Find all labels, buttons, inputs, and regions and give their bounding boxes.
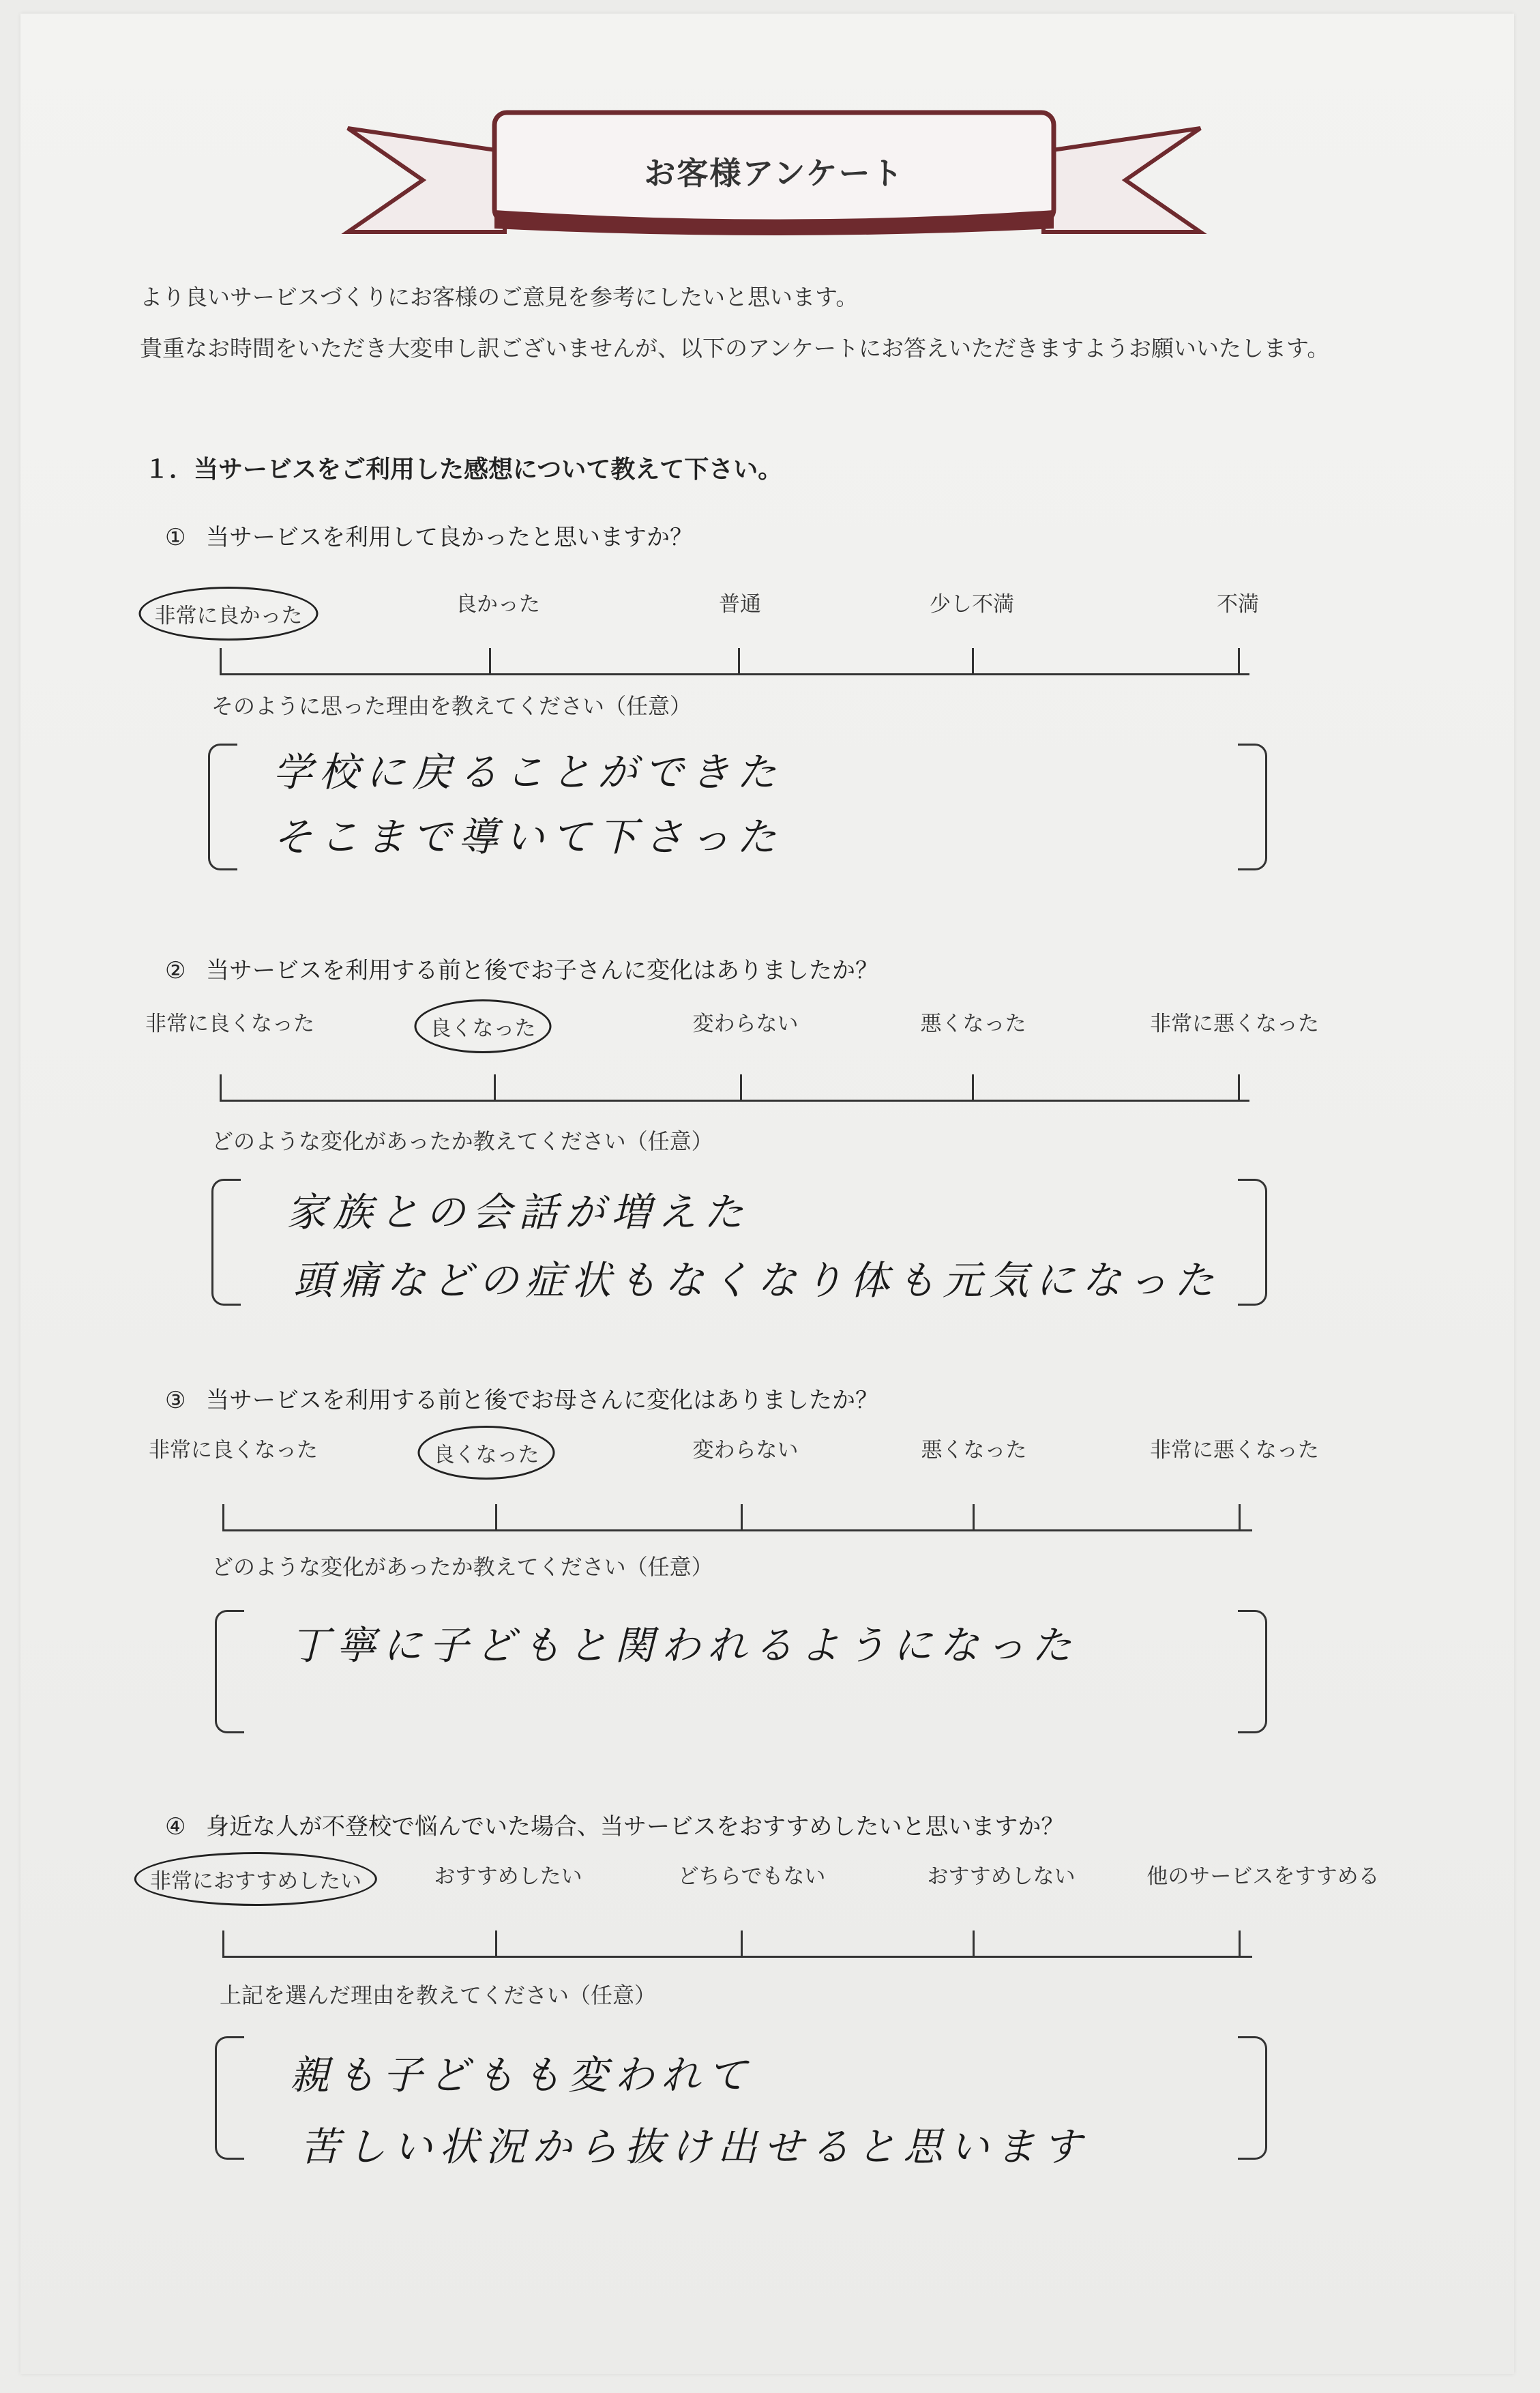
- q1-rating-scale: [220, 648, 1249, 675]
- q1-reason-prompt: そのように思った理由を教えてください（任意）: [211, 693, 692, 719]
- q1-bracket-right: [1238, 744, 1267, 870]
- question-2-text: 当サービスを利用する前と後でお子さんに変化はありましたか？: [206, 957, 878, 984]
- q2-bracket-right: [1238, 1179, 1267, 1306]
- q1-option-good[interactable]: 良かった: [456, 592, 540, 617]
- q3-option-no-change[interactable]: 変わらない: [692, 1438, 799, 1463]
- q2-option-better-selected[interactable]: 良くなった: [415, 999, 552, 1053]
- question-3: [165, 1381, 878, 1415]
- q4-option-not-recommend[interactable]: おすすめしない: [927, 1864, 1076, 1889]
- q4-reason-prompt: 上記を選んだ理由を教えてください（任意）: [220, 1982, 657, 2008]
- q4-answer-line-2[interactable]: 苦しい状況から抜け出せると思います: [300, 2124, 1089, 2170]
- q1-option-dissatisfied[interactable]: 不満: [1217, 592, 1259, 617]
- q2-option-much-worse[interactable]: 非常に悪くなった: [1150, 1012, 1319, 1036]
- q4-bracket-left: [215, 2036, 244, 2160]
- question-1-number: ①: [165, 524, 186, 551]
- q1-option-slightly-dissatisfied[interactable]: 少し不満: [930, 592, 1014, 617]
- q3-change-prompt: どのような変化があったか教えてください（任意）: [211, 1554, 713, 1580]
- q3-answer-line-1[interactable]: 丁寧に子どもと関われるようになった: [290, 1622, 1079, 1669]
- question-2-number: ②: [165, 957, 186, 984]
- q4-option-neutral[interactable]: どちらでもない: [677, 1864, 826, 1889]
- q1-option-very-good-selected[interactable]: 非常に良かった: [139, 587, 319, 641]
- q2-option-much-better[interactable]: 非常に良くなった: [145, 1012, 314, 1036]
- question-1-text: 当サービスを利用して良かったと思いますか？: [206, 524, 693, 551]
- q1-answer-line-1[interactable]: 学校に戻ることができた: [273, 749, 784, 795]
- survey-sheet: [20, 14, 1514, 2374]
- q1-bracket-left: [208, 744, 237, 870]
- q2-option-no-change[interactable]: 変わらない: [692, 1012, 799, 1036]
- q4-answer-line-1[interactable]: 親も子どもも変われて: [290, 2052, 754, 2098]
- question-4-text: 身近な人が不登校で悩んでいた場合、当サービスをおすすめしたいと思いますか？: [206, 1813, 1065, 1840]
- q2-option-worse[interactable]: 悪くなった: [920, 1012, 1026, 1036]
- page-title: お客様アンケート: [644, 155, 904, 192]
- q2-rating-scale: [220, 1074, 1249, 1102]
- question-2: [165, 952, 878, 985]
- question-4-number: ④: [165, 1813, 186, 1840]
- q3-bracket-left: [215, 1610, 244, 1733]
- q1-answer-line-2[interactable]: そこまで導いて下さった: [273, 814, 784, 860]
- q1-option-neutral[interactable]: 普通: [719, 592, 761, 617]
- intro-line-2: 貴重なお時間をいただき大変申し訳ございませんが、以下のアンケートにお答えいただきますようお願いいたします。: [140, 335, 1330, 362]
- q4-option-recommend[interactable]: おすすめしたい: [434, 1864, 582, 1889]
- question-3-text: 当サービスを利用する前と後でお母さんに変化はありましたか？: [206, 1387, 878, 1414]
- q3-option-worse[interactable]: 悪くなった: [921, 1438, 1027, 1463]
- q4-option-strongly-recommend-selected[interactable]: 非常におすすめしたい: [134, 1852, 377, 1906]
- intro-line-1: より良いサービスづくりにお客様のご意見を参考にしたいと思います。: [140, 284, 859, 310]
- q2-bracket-left: [211, 1179, 241, 1306]
- question-3-number: ③: [165, 1387, 186, 1414]
- q2-answer-line-2[interactable]: 頭痛などの症状もなくなり体も元気になった: [293, 1257, 1221, 1304]
- q4-bracket-right: [1238, 2036, 1267, 2160]
- q2-change-prompt: どのような変化があったか教えてください（任意）: [211, 1128, 713, 1154]
- q2-answer-line-1[interactable]: 家族との会話が増えた: [286, 1189, 751, 1235]
- q4-rating-scale: [222, 1930, 1252, 1958]
- q3-option-much-worse[interactable]: 非常に悪くなった: [1150, 1438, 1319, 1463]
- question-1: [165, 518, 693, 552]
- q3-bracket-right: [1238, 1610, 1267, 1733]
- section-heading: １．当サービスをご利用した感想について教えて下さい。: [145, 456, 783, 484]
- q3-rating-scale: [222, 1504, 1252, 1531]
- q4-option-recommend-other[interactable]: 他のサービスをすすめる: [1146, 1864, 1380, 1889]
- q3-option-better-selected[interactable]: 良くなった: [418, 1426, 555, 1480]
- q3-option-much-better[interactable]: 非常に良くなった: [149, 1438, 318, 1463]
- question-4: [165, 1808, 1064, 1841]
